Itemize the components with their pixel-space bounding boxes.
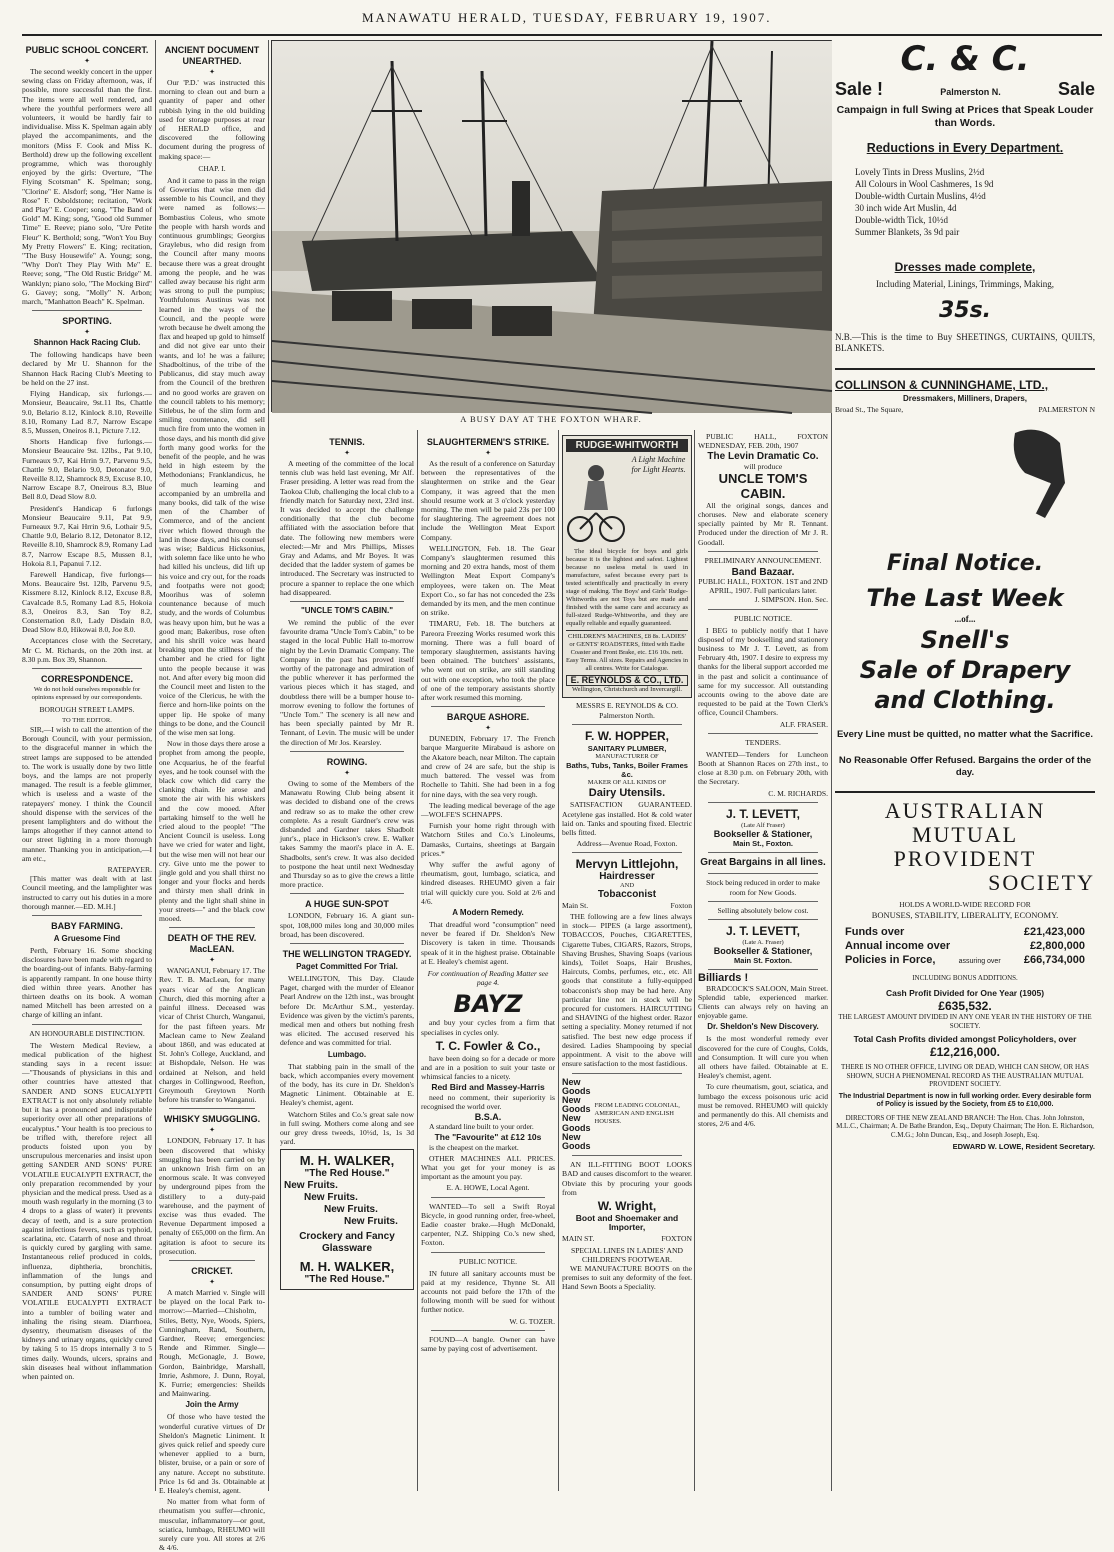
wright-subtitle: Boot and Shoemaker and Importer, (575, 1212, 679, 1233)
cricket-text: A match Married v. Single will be played on the local Park to-morrow:—Married—Chisholm, Stiles, Betty, Nye, Woods, Spiers, Cunningham, Rand, Southern, Gardner, Reeve; emergencies: Rende and Rimmer. Single—Rough, McGonagle, J. Bowe, Gordon, Bainbridge, Marshall, Imrie, Ashmore, J. Dunn, Royal, K. Furrie; emergencies: Sheilds and Mainwaring. (159, 1287, 265, 1399)
wellington-subheading: Paget Committed For Trial. (296, 961, 398, 971)
hairdresser-label: Hairdresser (599, 871, 655, 883)
main-street: Main St. (562, 900, 589, 910)
stock-reduced: Stock being reduced in order to make room for New Goods. (706, 878, 820, 897)
column-2 (159, 40, 265, 1552)
other-machines-text: OTHER MACHINES ALL PRICES. What you get for your money is as important as the amount you pay. (421, 1153, 555, 1182)
masthead (22, 10, 1102, 36)
cyclist-illustration (566, 455, 626, 545)
lamps-text: SIR,—I wish to call the attention of the Borough Council, with your permission, to the disgraceful manner in which the street lamps are supposed to be attended to. The work is usually done by two little boys, and the lamps are not properly managed. The result is a feeble glimmer, which is useless and a waste of the ratepayers' money. I think the Council should dispense with the services of the present lamplighters and do without the lamps altogether if they cannot attend to our street lighting in a more thorough manner. Thanking you in anticipation,—I am etc., (22, 724, 152, 863)
utc-title: UNCLE TOM'S CABIN. (718, 470, 808, 501)
every-line: Every Line must be quitted, no matter what the Sacrifice. (836, 729, 1094, 740)
slaughter-text: As the result of a conference on Saturday between the representatives of the slaughtermen on strike and the Gear Company, it was agreed that the men should resume work at 3 o'clock yesterday morning. The men will be paid 23s per 100 for slaughtering. The agreement does not include the Wellington Meat Export Company. (421, 459, 555, 542)
farewell-handicap: Farewell Handicap, five furlongs—Mons. Beaucaire 9st. 12lb, Parvenu 9.5, Kissmere 8.12, Kinlock 8.12, Excuse 8.8, Cavalcade 8.5, Romany Lad 8.5, Hokoia 8.3, Oneiros 8.3, San Toy 8.2, Consternation 8.0, Lady Disdain 8.0, Dead Slow 8.0, Hikowai 8.0, Joe 8.0. (22, 569, 152, 635)
cc-title: C. & C. (900, 39, 1030, 79)
wright-street: MAIN ST. (562, 1234, 595, 1244)
rheumo-text: No matter from what form of rheumatism you suffer—chronic, muscular, inflammatory—or gout, sciatica, lumbago, RHEUMO will surely cure you. All stores at 2/6 & 4/6. (159, 1497, 265, 1552)
barque-text: DUNEDIN, February 17. The French barque Marguerite Mirabaud is ashore on the Akatore beach, near Milton. The captain and crew of 24 are safe, but the ship is much battered. The vessel was from Rochelle to Tahiti. She had been in a fog for nine days, with the sea very rough. (421, 734, 555, 799)
total-cash-label: Total Cash Profits divided amongst Policyholders, over (853, 1034, 1077, 1044)
new-goods-line: New Goods (562, 1094, 591, 1115)
price-item: Double-width Tick, 10½d (855, 215, 949, 225)
howe-signature: E. A. HOWE, Local Agent. (446, 1183, 530, 1193)
wellington-heading: THE WELLINGTON TRAGEDY. (282, 948, 412, 959)
levett-name-2: J. T. LEVETT, (725, 923, 800, 938)
new-goods-source: FROM LEADING COLONIAL, AMERICAN AND ENGLISH HOUSES. (594, 1102, 680, 1126)
utc-details: All the original songs, dances and choruses. New and elaborate scenery specially painted by Mr R. Tennant. Produced under the direction of Mr J. R. Goodall. (698, 500, 828, 547)
rudge-title: RUDGE-WHITWORTH (566, 439, 688, 452)
divider (32, 668, 142, 669)
maclean-text: WANGANUI, February 17. The Rev. T. B. MacLean, for many years vicar of the Anglican Church, died this morning after a painful illness. Deceased was vicar of Christ Church, Wanganui, for the past fifteen years. Mr Maclean came to New Zealand about 1860, and was educated at St. John's College, Auckland, and at Bishopdale, Nelson. He was ordained at Nelson, and held charges in Collingwood, Reefton, Greymouth Greytown North before his transfer to Wanganui. (159, 966, 265, 1105)
walker-name-2: M. H. WALKER, (299, 1259, 395, 1275)
whisky-heading: WHISKY SMUGGLING. (163, 1114, 261, 1125)
total-cash-value: £12,216,000. (929, 1045, 1001, 1059)
band-bazaar: Band Bazaar. (731, 566, 795, 578)
broad-street: Broad St., The Square, (835, 405, 904, 414)
manufacture-text: WE MANUFACTURE BOOTS on the premises to suit any deformity of the feet. Hand Sewn Boots a Speciality. (562, 1263, 692, 1292)
separator-star: ✦ (485, 724, 491, 733)
lumbago-heading: Lumbago. (327, 1049, 367, 1059)
reynolds-local: MESSRS E. REYNOLDS & CO. Palmerston North. (575, 701, 679, 720)
rheumo-text: Why suffer the awful agony of rheumatism, gout, lumbago, sciatica, and kindred diseases. RHEUMO given a fair trial will quickly cure you. Sold at 2/6 and 4/6. (421, 859, 555, 906)
income-value: £2,800,000 (1029, 940, 1085, 952)
final-notice: Final Notice. (886, 551, 1044, 576)
collinson-heading: COLLINSON & CUNNINGHAME, LTD., (835, 378, 1049, 392)
modern-remedy-heading: A Modern Remedy. (452, 907, 524, 917)
amp-holds: HOLDS A WORLD-WIDE RECORD FOR (899, 900, 1031, 909)
tobacconist-label: Tobacconist (597, 888, 657, 900)
lamps-to-editor: TO THE EDITOR. (62, 716, 112, 724)
hopper-text: SATISFACTION GUARANTEED. Acetylene gas installed. Hot & cold water laid on. Tanks and spouting fixed. Electric bells fitted. (562, 800, 692, 838)
policies-note: assuring over (958, 958, 1001, 965)
rudge-ad (562, 435, 692, 698)
column-rule (155, 40, 156, 1491)
baby-farming-subheading: A Gruesome Find (53, 934, 121, 944)
preliminary-announcement: PRELIMINARY ANNOUNCEMENT. (704, 555, 822, 565)
divider (290, 893, 404, 894)
ancient-heading: ANCIENT DOCUMENT UNEARTHED. (164, 45, 260, 66)
policies-label: Policies in Force, (845, 954, 936, 966)
bsa-text: A standard line built to your order. (429, 1122, 534, 1132)
redbird-heading: Red Bird and Massey-Harris (431, 1082, 545, 1093)
fowler-text: have been doing so for a decade or more and are in a position to suit your taste or whimsical fancies to a nicety. (421, 1053, 555, 1082)
nb-line: N.B.—This is the time to Buy SHEETINGS, CURTAINS, QUILTS, BLANKETS. (835, 332, 1095, 353)
wanted-text: WANTED—To sell a Swift Royal Bicycle, in good running order, free-wheel, Eadie coaster brake.—Hugh McDonald, carpenter, N.Z. Shipping Co.'s new shed, Foxton. (421, 1201, 555, 1248)
watchorn-text: Watchorn Stiles and Co.'s great sale now in full swing. Mothers come along and see our grey dress tweeds, 10½d, 1s, 1s 3d yard. (280, 1109, 414, 1147)
masthead-title: MANAWATU HERALD, TUESDAY, FEBRUARY 19, 1907. (362, 10, 772, 25)
divider (708, 873, 818, 874)
chapter-heading: CHAP. I. (198, 163, 226, 173)
wright-name: W. Wright, (597, 1198, 657, 1213)
lamps-signature: RATEPAYER. (107, 865, 152, 875)
pointing-hand-area (835, 415, 1095, 550)
reynolds-name: E. REYNOLDS & CO., LTD. (566, 675, 688, 686)
last-week: The Last Week (866, 584, 1064, 612)
divider (708, 852, 818, 853)
honour-heading: AN HONOURABLE DISTINCTION. (29, 1028, 145, 1038)
divider (431, 1330, 545, 1331)
rowing-heading: ROWING. (326, 756, 368, 767)
no-other-office: THERE IS NO OTHER OFFICE, LIVING OR DEAD, WHICH CAN SHOW, OR HAS SHOWN, SUCH A PHENOMENAL RECORD AS THE AUSTRALIAN MUTUAL PROVIDENT SOCIETY. (841, 1063, 1089, 1088)
mervyn-text: THE following are a few lines always in stock— PIPES (a large assortment), TOBACCOS, Pouches, CIGARETTES, Cigarette Tubes, CIGARS, Razors, Strops, Shaving Brushes, Shaving Soaps (various kinds), Toilet Soaps, Hair Brushes, Haircuts, Combs, perfumes, etc., etc. All goods that constitute a fully-equipped tobacconist's shop may be had here. Any particular line not in stock will be procured for customers. HAIRCUTTING and SHAVING of the highest order. Razor setting a speciality. Money returned if not satisfied. The best new edge process if desired. Ladies Shampooing by special appointment. A visit to the above will ensure satisfaction to the most fastidious. (562, 912, 692, 1069)
special-lines: SPECIAL LINES IN LADIES' AND CHILDREN'S FOOTWEAR. (570, 1245, 684, 1264)
amp-line-2: MUTUAL (911, 822, 1019, 847)
selling-below-cost: Selling absolutely below cost. (717, 905, 809, 915)
flying-handicap: Flying Handicap, six furlongs.—Monsieur, Beaucaire, 9st.11 lbs, Chattle 9.0, Belario 8.12, Kinlock 8.10, Reveille 8.10, Romany Lad 8.7, Narrow Escape 8.5, Mussen, Oneiros 8.1, Picture 7.12. (22, 389, 152, 435)
divider (32, 310, 142, 311)
photo-caption: A BUSY DAY AT THE FOXTON WHARF. (460, 414, 642, 424)
hall-notice: PUBLIC HALL, FOXTON WEDNESDAY, FEB. 20th, 1907 (698, 432, 828, 451)
maclean-heading: DEATH OF THE REV. MacLEAN. (167, 933, 257, 955)
redbird-text: need no comment, their superiority is recognised the world over. (421, 1092, 555, 1111)
rudge-prices: CHILDREN'S MACHINES, £8 8s. LADIES' or GENTS' ROADSTERS, fitted with Eadie Coaster and Front Brake, etc. £16 10s. nett. Easy Terms. All sizes. Repairs and Agencies in all centres. Write for Catalogue. (566, 630, 688, 673)
amp-bonuses: BONUSES, STABILITY, LIBERALITY, ECONOMY. (871, 910, 1059, 920)
divider (708, 901, 818, 902)
gout-text: To cure rheumatism, gout, sciatica, and lumbago the excess poisonous uric acid must be removed. RHEUMO will quickly and permanently do this. All chemists and stores, 2/6 and 4/6. (698, 1082, 828, 1129)
divider (431, 1252, 545, 1253)
wellington-text: WELLINGTON, This Day. Claude Paget, charged with the murder of Eleanor Pearl Andrew on the 12th inst., was brought before Dr. McArthur S.M., yesterday. Evidence was given by the victim's parents, medical men and others but nothing fresh was elicited. The accused reserved his defence and was committed for trial. (280, 973, 414, 1048)
new-goods-line: New Goods (562, 1131, 591, 1151)
column-5 (562, 432, 692, 1491)
cricket-heading: CRICKET. (191, 1265, 233, 1276)
levett-late-2: (Late A. Fraser) (742, 938, 784, 946)
wharf-illustration (272, 41, 832, 413)
acceptances-text: Acceptances close with the Secretary, Mr C. M. Richards, on the 20th inst. at 8.30 p.m. Box 39, Shannon. (22, 636, 152, 664)
snells-label: Snell's (920, 626, 1010, 654)
column-rule (417, 430, 418, 1491)
hopper-maker: MAKER OF ALL KINDS OF (587, 779, 667, 787)
shannon-text: The following handicaps have been declared by Mr U. Shannon for the Shannon Hack Racing Club's Meeting to be held on the 27 inst. (22, 350, 152, 387)
including-bonus: INCLUDING BONUS ADDITIONS. (912, 974, 1018, 982)
column-1 (22, 40, 152, 1491)
divider (708, 802, 818, 803)
sunspot-heading: A HUGE SUN-SPOT (305, 899, 389, 910)
bayz-title: BAYZ (453, 990, 523, 1019)
favourite-text: is the cheapest on the market. (429, 1142, 519, 1152)
divider (169, 1260, 255, 1261)
walker-subtitle-2: "The Red House." (304, 1274, 390, 1286)
public-notice-heading: PUBLIC NOTICE. (734, 613, 792, 623)
hopper-items: Baths, Tubs, Tanks, Boiler Frames &c. (566, 761, 688, 780)
dress-price: 35s. (938, 298, 992, 323)
ill-fitting-text: AN ILL-FITTING BOOT LOOKS BAD and causes discomfort to the wearer. Obviate this by procuring your goods from (562, 1160, 692, 1197)
discovery-heading: Dr. Sheldon's New Discovery. (707, 1022, 819, 1032)
separator-star: ✦ (209, 956, 215, 965)
furnish-text: Furnish your home right through with Watchorn Stiles and Co.'s Linoleums, Damasks, Curtains, sheetings at Bargain prices.* (421, 821, 555, 858)
column-rule (694, 430, 695, 1491)
simpson-signature: J. SIMPSON. Hon. Sec. (754, 595, 828, 605)
levett-name: J. T. LEVETT, (725, 806, 800, 821)
divider (290, 943, 404, 944)
sale-right: Sale (1057, 79, 1095, 99)
cash-profit-label: Cash Profit Divided for One Year (1905) (885, 988, 1045, 998)
separator-star: ✦ (485, 449, 491, 457)
rudge-tagline: A Light Machine for Light Hearts. (631, 455, 686, 475)
bazaar-details: PUBLIC HALL, FOXTON. 1ST and 2ND APRIL, 1907. Full particulars later. (698, 577, 828, 596)
collinson-subtitle: Dressmakers, Milliners, Drapers, (902, 394, 1028, 403)
baby-farming-text: Perth, February 16. Some shocking disclosures have been made with regard to the boarding-out of infants. Baby-farming is apparently rampant. In one house thirty died within three years. Another has thirteen deaths on its book. A woman named Mitchell has been arrested on a charge of killing an infant. (22, 946, 152, 1020)
richards-signature: C. M. RICHARDS. (768, 788, 828, 798)
utc-heading: "UNCLE TOM'S CABIN." (300, 606, 393, 616)
mervyn-name: Mervyn Littlejohn, (575, 857, 679, 872)
pointing-hand-icon (1005, 423, 1075, 523)
divider (572, 852, 682, 853)
bsa-heading: B.S.A. (474, 1111, 502, 1122)
price-item: 30 inch wide Art Muslin, 4d (855, 203, 957, 213)
new-goods-line: New Goods (562, 1076, 591, 1096)
correspondence-heading: CORRESPONDENCE. (40, 673, 133, 684)
separator-star: ✦ (209, 1277, 215, 1286)
discovery-text: Is the most wonderful remedy ever discovered for the cure of Coughs, Colds, and Consumption. It will cure you when all others have failed. Obtainable at E. Healey's chemist, agent. (698, 1034, 828, 1081)
divider (572, 724, 682, 725)
shorts-handicap: Shorts Handicap five furlongs.—Monsieur Beaucaire 9st. 12lbs., Pat 9.10, Furneaux 9.7, Kai Hrrin 9.7, Parvenu 9.5, Chattle 9.0, Belario 9.0, Detonator 9.0, Reveille 8.12, Shamrock 8.9, Excuse 8.10, Narrow Escape 8.7, Oneirous 8.3, Blue Bell 8.0, Dead Slow 8.0. (22, 437, 152, 502)
column-rule (558, 430, 559, 1491)
crockery-line: Crockery and Fancy Glassware (299, 1231, 395, 1255)
army-heading: Join the Army (185, 1400, 239, 1410)
walker-subtitle: "The Red House." (304, 1168, 390, 1180)
sale-left: Sale ! (835, 79, 884, 99)
new-goods-line: New Goods (562, 1113, 591, 1133)
tennis-text: A meeting of the committee of the local tennis club was held last evening, Mr Alf. Fraser presiding. A letter was read from the Taokoa Club, challenging the local club to a friendly match for Saturday next, 23rd inst. It was decided to accept the challenge conditionally that the club become affiliated with the association before that date. The following new members were elected:—Mr and Mrs Phillips, Misses Gray and Adams, and Mr Boyes. It was decided that the ladder system of games be introduced. The Secretary was instructed to procure a spanner to replace the one which had disappeared. (280, 459, 415, 597)
largest-amount: THE LARGEST AMOUNT DIVIDED IN ANY ONE YEAR IN THE HISTORY OF THE SOCIETY. (838, 1013, 1092, 1030)
bayz-text: and buy your cycles from a firm that specialises in cycles only. (421, 1018, 555, 1037)
levett-address: Main St., Foxton. (733, 839, 793, 849)
industrial-dept: The Industrial Department is now in full working order. Every desirable form of Policy is issued by the Society, from £5 to £10,000. (838, 1092, 1092, 1108)
slaughter-heading: SLAUGHTERMEN'S STRIKE. (426, 437, 550, 447)
column-7 (835, 40, 1095, 1491)
amp-line-3: PROVIDENT (893, 846, 1037, 871)
hopper-mfr: MANUFACTURER OF (595, 753, 659, 761)
fruits-line: New Fruits. (284, 1180, 338, 1192)
amp-line-1: AUSTRALIAN (884, 798, 1046, 823)
lumbago-text: That stabbing pain in the small of the back, which accompanies every movement of the body, has its cure in Dr. Sheldon's Magnetic Liniment. Obtainable at E. Healey's chemist, agent. (280, 1061, 414, 1108)
public-notice-text: IN future all sanitary accounts must be paid at my residence, Thynne St. All accounts not paid before the 17th of the following month will be sued for without further notice. (421, 1268, 555, 1315)
reynolds-locations: Wellington, Christchurch and Invercargill. (571, 686, 682, 694)
public-notice-heading: PUBLIC NOTICE. (459, 1256, 517, 1266)
tozer-signature: W. G. TOZER. (509, 1316, 555, 1326)
cash-profit-value: £635,532. (938, 999, 992, 1013)
fraser-signature: ALF. FRASER. (779, 719, 828, 729)
divider (290, 751, 404, 752)
fruits-line: New Fruits. (344, 1216, 398, 1228)
lowe-signature: EDWARD W. LOWE, Resident Secretary. (952, 1142, 1095, 1151)
divider (431, 706, 545, 707)
public-notice-text: I BEG to publicly notify that I have disposed of my bookselling and stationery business to Mr J. T. Levett, as from February 4th, 1907. I desire to express my thanks for the liberal support accorded me in the past and solicit a continuance of same for my successor. All outstanding accounts owing to the above date are requested to be paid at the Town Clerk's office, Council Chambers. (698, 625, 828, 718)
sporting-heading: SPORTING. (62, 316, 112, 327)
separator-star: ✦ (344, 768, 350, 777)
campaign-line: Campaign in full Swing at Prices that Speak Louder than Words. (836, 104, 1094, 129)
including-line: Including Material, Linings, Trimmings, Making, (876, 279, 1054, 289)
divider (708, 733, 818, 734)
separator-star: ✦ (344, 449, 350, 457)
sunspot-text: LONDON, February 16. A giant sun-spot, 108,000 miles long and 30,000 miles broad, has been discovered. (280, 911, 414, 939)
slaughter-text-3: TIMARU, Feb. 18. The butchers at Pareora Freezing Works resumed work this morning. There was a full board of temporary slaughtermen, assistants having been obtained. The butchers' assistants, who went out on strike, are still standing out with one exception, who took the place of one of the temporary assistants shortly after work resumed this morning. (421, 619, 555, 703)
palmerston-label-2: PALMERSTON N (1038, 405, 1095, 414)
lamps-heading: BOROUGH STREET LAMPS. (39, 704, 135, 714)
honour-text: The Western Medical Review, a medical publication of the highest standing says in a recent issue:—"Thousands of physicians in this and other countries have attested that SANDER AND SONS EUCALYPTI EXTRACT is not only absolutely reliable but it has a pronounced and indisputable superiority over all other preparations of eucalyptus." Your health is too precious to be trifled with, therefore reject all products foisted upon you by unscrupulous mercenaries and insist upon getting SANDER AND SONS' PURE VOLATILE EUCALYPTI EXTRACT, the only preparation recommended by your physician and the medical press. Used as a mouth wash regularly in the morning (3 to 4 drops to a glass of water) it prevents decay of teeth, and is a sure protection against infectious fevers, such as typhoid, scarlatina, etc. Catarrh of nose and throat is quickly cured by gargling with same. Instantaneous relief produced in colds, influenza, diphtheria, bronchitis, inflammation of the lungs and consumption, by putting eight drops of SANDER AND SONS' PURE VOLATILE EUCALYPTI EXTRACT into a tumbler of boiling water and inhaling the rising steam. Diarrhoea, dysentry, rheumatism diseases of the kidneys and urinary organs, quickly cured by taking 5 to 15 drops internally 3 to 5 times daily. Wounds, ulcers, sprains and skin diseases heal without inflammation when painted on. (22, 1040, 152, 1381)
palmerston-label: Palmerston N. (940, 87, 1001, 97)
price-list (835, 166, 1095, 238)
divider (572, 1073, 682, 1074)
billiards-heading: Billiards ! (698, 972, 749, 985)
foxton-label: Foxton (670, 900, 692, 910)
will-produce: will produce (743, 461, 783, 471)
divider (708, 609, 818, 610)
wright-town: FOXTON (661, 1234, 692, 1244)
funds-label: Funds over (845, 926, 905, 938)
and-clothing: and Clothing. (874, 686, 1056, 714)
divider (169, 927, 255, 928)
divider (290, 601, 404, 602)
walker-ad (280, 1149, 414, 1290)
tenders-heading: TENDERS. (745, 737, 781, 747)
separator-star: ✦ (84, 57, 90, 65)
slaughter-text-2: WELLINGTON, Feb. 18. The Gear Company's slaughtermen resumed this morning and 20 extra hands, most of them Wellington Meat Export Company's employees, were taken on. The Meat Export Co., so far has not conceded the 23s demanded by its men, and the men continue on strike. (421, 543, 555, 618)
dresses-heading: Dresses made complete, (894, 260, 1036, 274)
correspondence-note: We do not hold ourselves responsible for opinions expressed by our correspondents. (31, 685, 143, 701)
price-item: Lovely Tints in Dress Muslins, 2½d (855, 167, 985, 177)
baby-farming-heading: BABY FARMING. (51, 921, 123, 932)
income-label: Annual income over (845, 940, 951, 952)
levett-late: (Late Alf Fraser) (741, 821, 785, 829)
column-3 (280, 432, 414, 1491)
concert-heading: PUBLIC SCHOOL CONCERT. (25, 45, 149, 55)
divider (708, 551, 818, 552)
chapter-text: And it came to pass in the reign of Gowerius that wise men did assemble to his Council, and they were named as follows:—Bombastius Coleus, who smote the people with harsh words and continuous grumblings; Georgius Graylebus, who did resign from the Council after many moons because there was a great drought among the people, and he was called away because his right arm was strong to pull the pumpius; Youthfulonus Austinus was not learned in the ways of the Council, and the people were wroth because he dwelt among the flax and heaped up gold to himself and did not give ear unto their wants, and lo! he was a failure; Shadboltinus, of the tribe of the Publicanus, did stay much away from the Council of the brethren and no good works are graven on the council tablets to his memory; Sitlebus, he of the slim form and smiling countenance, did sell much fire from unto the women in those days, and his month did give forth many good works for the benefit of the people, and he was held in high esteem by the Methodonians; Franklandicus, he of much learning and accompanied by an umbrella and many books, did talk of the wise men of the Chamber of Commerce, and of the ancient river which flowed through the land in those days, and his counsel was wise; Baldicus Hicksonius, with solemn face like unto he who had killed his uncleus, did lift up his voice and cry out, for the roads and footpaths were not good; Moorihus was of solemn countenance because of much study, and the words of Columbus was heavy upon him, but he was a good man; Bakeribus, rose often and his shrill voice was heard breaking upon the stillness of the chamber and he cried for light unto the people because it was not. And after every big moon did the Council meet and listen to the voice of the Clericus, he with the fierce and horn-like points on the upper lip. He spoke of many things to be done, and the Council of the wise men sat long. (159, 175, 265, 738)
divider (32, 915, 142, 916)
policies-value: £66,734,000 (1023, 954, 1085, 966)
wharf-photo (271, 40, 831, 412)
shannon-heading: Shannon Hack Racing Club. (33, 338, 141, 348)
of-label: ...of... (954, 614, 976, 624)
levett-role-2: Bookseller & Stationer, (713, 945, 813, 956)
sale-drapery: Sale of Drapery (859, 656, 1071, 684)
fowler-heading: T. C. Fowler & Co., (435, 1038, 541, 1053)
separator-star: ✦ (209, 68, 215, 76)
directors: DIRECTORS OF THE NEW ZEALAND BRANCH: The Hon. Chas. John Johnston, M.L.C., Chairman; A. De Bathe Brandon, Esq., Deputy Chairman; The Hon. E. Richardson, C.M.G.; John Duncan, Esq., and Joseph Joseph, Esq. (836, 1113, 1094, 1139)
divider (169, 1108, 255, 1109)
rowing-text: Owing to some of the Members of the Manawatu Rowing Club being absent it was decided to disband one of the crews and redraw so as to make the other crew complete. As a result Gardner's crew was disbanded and Gardner takes Shadbolt junr's., place in Hickson's crew. E. Walker takes Sammy the maori's place in A. E. Shadbolts, sent's crew. It was also decided to postpone the heat until next Wednesday and Thursday so as to give the crews a little more practice. (280, 778, 414, 890)
separator-star: ✦ (84, 328, 90, 337)
column-6 (698, 432, 828, 1491)
hopper-address: Address—Avenue Road, Foxton. (576, 839, 678, 849)
divider (708, 969, 818, 970)
price-item: Summer Blankets, 3s 9d pair (855, 227, 960, 237)
modern-remedy-text: That dreadful word "consumption" need never be feared if Dr. Sheldon's New Discovery is taken in time. Thousands speak of it in the highest praise. Obtainable at E. Healey's chemist agent. (421, 919, 555, 966)
column-rule (268, 40, 269, 1491)
schnapps-text: The leading medical beverage of the age—WOLFE'S SCHNAPPS. (421, 800, 555, 819)
barque-heading: BARQUE ASHORE. (446, 712, 530, 723)
ancient-text: Our 'P.D.' was instructed this morning to clean out and burn a quantity of paper and other rubbish lying in the old building used for storage purposes at rear of HERALD office, and discovered the following document during the progress of making space:— (159, 78, 265, 161)
continuation-note: For continuation of Reading Matter see page 4. (427, 968, 549, 988)
price-item: Double-width Curtain Muslins, 4½d (855, 191, 986, 201)
column-4 (421, 432, 555, 1491)
hopper-subtitle: SANITARY PLUMBER, (587, 743, 667, 753)
billiards-text: BRADCOCK'S SALOON, Main Street. Splendid table, experienced marker. Clients can always rely on having an enjoyable game. (698, 983, 828, 1021)
no-offer-refused: No Reasonable Offer Refused. Bargains the order of the day. (838, 755, 1092, 778)
concert-text: The second weekly concert in the upper sewing class on Friday afternoon, was, if possible, more successful than the first. The items were all well rendered, and where the youthful performers were all volunteers, it would be hardly fair to individualise. Miss K. Spelman again ably played the accompaniments, and the monitors (Miss F. Cook and Miss K. Berthold) drew up the following excellent programme, which was thoroughly enjoyed by the girls: Overture, "The Flying Scotsman" K. Spelman; song, "Clorine" E. Alsdorf; song, "Her Name is Rose" F. Osboldstone; recitation, "Work and Play" E. Cooper; song, "The Band of Gold" M. King; song, "Good old Summer Time" E. Reeve; piano solo, "Ure Petite Fleur" K. Berthold; song, "Won't You Buy My Pretty Flowers" E. King; recitation, "The Busy Housewife" A. Young; song, "Why Don't They Play With Me" E. Reeve; song, "The Old Rustic Bridge" M. Wanklyn; piano solo, "The Mocking Bird" G. Gavey; song, "Molly" N. Arbon; march, "Manhatton Beach" K. Spelman. (22, 67, 152, 307)
president-handicap: President's Handicap 6 furlongs Monsieur Beaucaire 9.11, Pat 9.9, Furneaux 9.7, Kai Hrrin 9.6, Lothair 9.5, Chattle 9.0, Belario 8.12, Detonator 8.12, Reveille 8.10, Shamrock 8.9, Romany Lad 8.7, Narrow Escape 8.5, Mussen 8.1, Hokoia 8.1, Papanui 7.12. (22, 503, 152, 568)
chapter-text-2: Now in those days there arose a prophet from among the people, one Acquarius, he of the fearful eyes, and he took counsel with the black cow which did carry the clanking chain. He arose and smote the air with his whiskers and the cow mooed. After partaking himself to the well he cried aloud to the people! "The Ancient Council is useless. Long have we cried for water and light, but the wise men will not hear our cry. Give unto me the power to jingle gold and you shall thirst no longer and your flocks and herds and thirsty men shall drink in plenty and the light shall shine in your streets—" and the black cow mooed. (159, 739, 265, 924)
rudge-text: The ideal bicycle for boys and girls because it is the lightest and safest. Lightest because no useless metal is used in manufacture, safest because every part is tested scientifically and practically in every stage of making. The Boys' and Girls' Rudge-Whitworths are not Toys but are made and finished with the same care and accuracy as full-sized Rudge-Whitworths, and they are equally reliable and equally guaranteed. (566, 548, 688, 628)
levett-role: Bookseller & Stationer, (713, 828, 813, 839)
walker-name: M. H. WALKER, (299, 1153, 395, 1169)
hopper-name: F. W. HOPPER, (584, 728, 669, 743)
price-item: All Colours in Wool Cashmeres, 1s 9d (855, 179, 994, 189)
reductions-heading: Reductions in Every Department. (866, 141, 1064, 155)
tennis-heading: TENNIS. (329, 437, 365, 447)
divider (32, 1024, 142, 1025)
army-text: Of those who have tested the wonderful curative virtues of Dr Sheldon's Magnetic Liniment. It gives quick relief and speedy cure whenever applied to a burn, blister, bruise, or a pain or sore of any nature. Accept no substitute. Price 1s 6d and 3s. Obtainable at E. Healey's chemist, agent. (159, 1412, 265, 1496)
divider (431, 1197, 545, 1198)
tenders-text: WANTED—Tenders for Luncheon Booth at Shannon Races on 27th inst., to close at 8.30 p.m. on February 20th, with the Secretary. (698, 749, 828, 787)
separator-star: ✦ (209, 1126, 215, 1135)
utc-text: We remind the public of the ever favourite drama "Uncle Tom's Cabin," to be staged in the local Public Hall to-morrow night by the Levin Dramatic Company. The Company in the past has proved itself worthy of the patronage and admiration of the public wherever it has performed the various pieces which it has staged, and doubtless there will be a bumper house to-morrow evening to follow the fortunes of "Uncle Tom." The scenery is all new and has been specially painted by Mr R. Tennant, of Levin. The music will be under the direction of Mr Jos. Kearsley. (280, 618, 414, 747)
amp-line-4: SOCIETY (988, 870, 1095, 895)
levett-address-2: Main St. Foxton. (734, 956, 792, 966)
fruits-line: New Fruits. (324, 1204, 378, 1216)
levin-company: The Levin Dramatic Co. (707, 451, 819, 463)
whisky-text: LONDON, February 17. It has been discovered that whisky smuggling has been carried on by an unknown Irish firm on an enormous scale. It was conveyed by underground pipes from the distillery to a duty-paid warehouse, and the payment of excise was thus evaded. The Revenue Department imposed a penalty of £65,000 on the firm. An agitation is afoot to secure its prosecution. (159, 1136, 265, 1256)
fruits-line: New Fruits. (304, 1192, 358, 1204)
favourite-heading: The "Favourite" at £12 10s (434, 1132, 542, 1143)
and-label: AND (619, 881, 635, 889)
dairy-utensils: Dairy Utensils. (588, 787, 666, 800)
great-bargains: Great Bargains in all lines. (700, 857, 826, 869)
lamps-editor-note: [This matter was dealt with at last Council meeting, and the lamplighter was instructed to carry out his duties in a more thorough manner.—ED. M.H.] (22, 874, 152, 911)
funds-value: £21,423,000 (1023, 926, 1085, 938)
found-text: FOUND—A bangle. Owner can have same by paying cost of advertisement. (421, 1334, 555, 1354)
divider (708, 919, 818, 920)
divider (572, 1155, 682, 1156)
